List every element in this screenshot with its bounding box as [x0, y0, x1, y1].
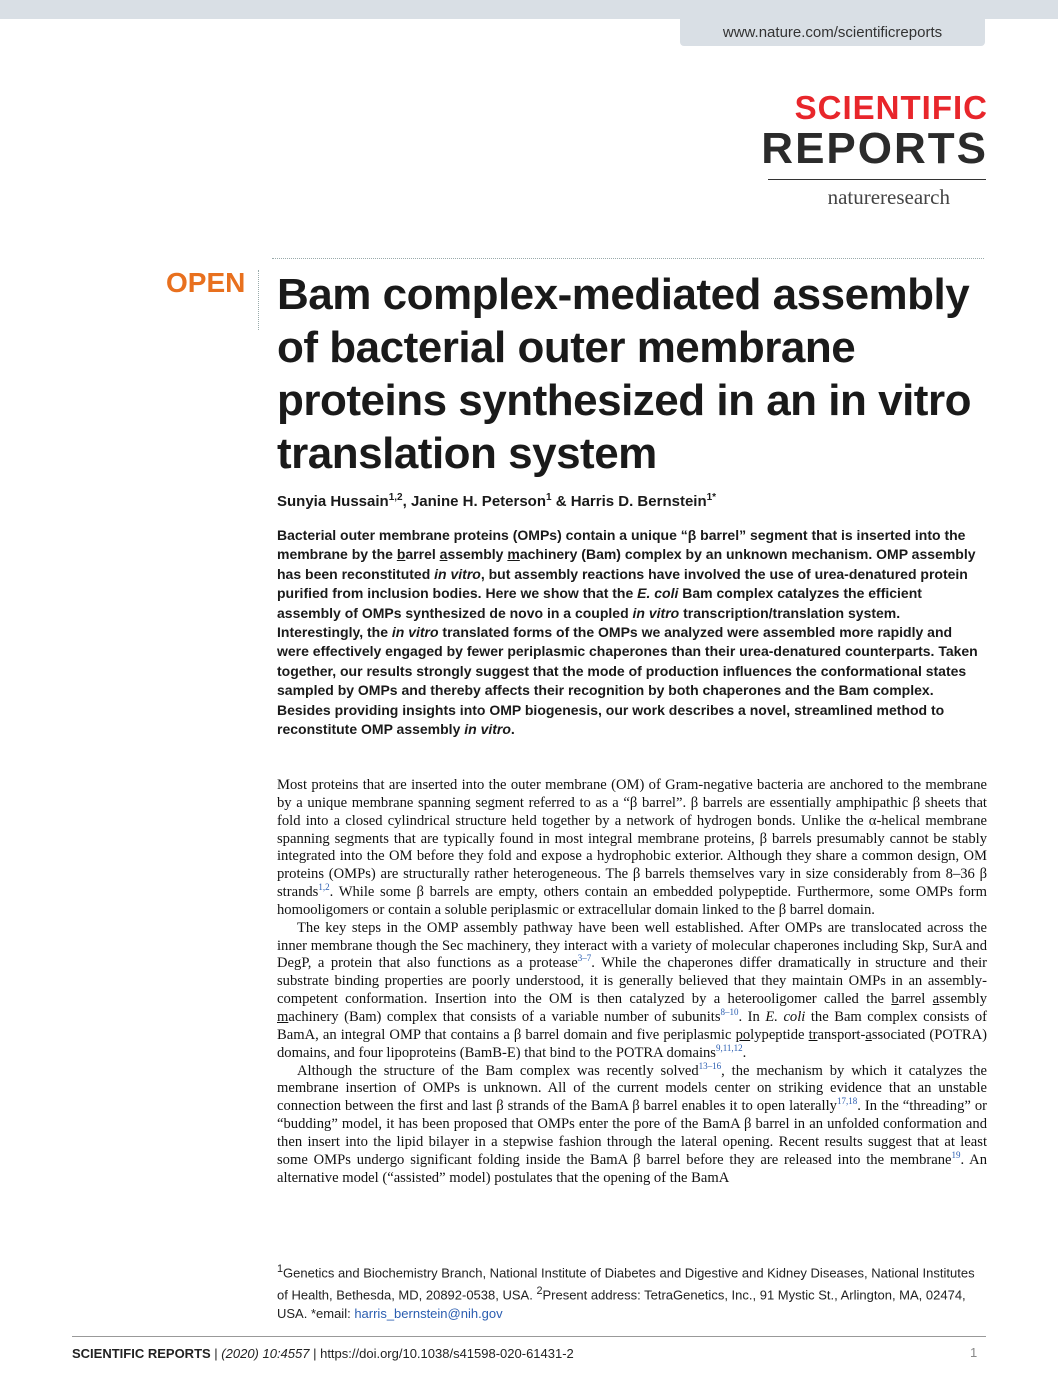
body-paragraph	[277, 777, 987, 920]
abstract-text: translated forms of the OMPs we analyzed were assembled more rapidly and were effectively engaged by fewer periplasmic chaperones than their urea-denatured counterparts. Taken together, our results strongly suggest that the mode of production influences the conformational states sampled by OMPs and thereby affects their recognition by both chaperones and the Bam complex. Besides providing insights into OMP biogenesis, our work describes a novel, streamlined method to reconstitute OMP assembly	[277, 624, 978, 738]
author-affiliation-mark: 1*	[706, 492, 717, 503]
author-separator: ,	[402, 493, 411, 510]
open-divider	[258, 270, 259, 330]
body-underline: po	[735, 1026, 751, 1043]
abstract-text: .	[510, 721, 515, 738]
reference-link[interactable]: 13–16	[698, 1060, 722, 1071]
body-text: Most proteins that are inserted into the outer membrane (OM) of Gram-negative bacteria are anchored to the membrane by a unique membrane spanning segment referred to as a “β barrel”. β barrels are essentially amphipathic β sheets that fold into a closed cylindrical structure held together by a network of hydrogen bonds. Unlike the α-helical membrane spanning segments that are typically found in most integral membrane proteins, β barrels presumably cannot be stably integrated into the OM before they fold and expose a hydrophobic exterior. Although they share a common design, OM proteins (OMPs) are structurally rather heterogeneous. The β barrels themselves vary in size considerably from 8–36 β strands	[277, 777, 987, 901]
body-text: . An alternative model (“assisted” model) postulates that the opening of the BamA	[277, 1151, 988, 1186]
author-separator: &	[551, 493, 571, 510]
body-text: . In	[738, 1008, 766, 1025]
affiliation-text: Genetics and Biochemistry Branch, National Institute of Diabetes and Digestive and Kidney Diseases, National Institutes of Health, Bethesda, MD, 20892-0538, USA.	[277, 1265, 975, 1303]
body-text: arrel	[898, 991, 933, 1008]
abstract-italic: in vitro	[434, 565, 481, 582]
page-number: 1	[970, 1345, 978, 1360]
affiliation-mark: 2	[536, 1285, 543, 1298]
abstract-underline: a	[439, 546, 448, 563]
body-text: Although the structure of the Bam complex was recently solved	[297, 1062, 699, 1079]
body-text: .	[742, 1044, 747, 1061]
publisher-logo: natureresearch	[827, 185, 950, 209]
body-text: . In the “threading” or “budding” model, it has been proposed that OMPs enter the pore of the BamA β barrel in an unfolded conformation and then insert into the lipid bilayer in a stepwise fashion through the lateral opening. Recent results suggest that at least some OMPs undergo significant folding inside the BamA β barrel before they are released into the membrane	[277, 1098, 987, 1168]
footer-separator: |	[210, 1346, 222, 1361]
body-text: The key steps in the OMP assembly pathway have been well established. After OMPs are translocated across the inner membrane though the Sec machinery, they interact with a variety of molecular chaperones including Skp, SurA and DegP, a protein that also functions as a protease	[277, 919, 987, 972]
journal-logo-line1: SCIENTIFIC	[794, 89, 988, 126]
body-underline: a	[865, 1026, 872, 1043]
top-banner	[0, 0, 1058, 19]
body-underline: b	[891, 991, 899, 1008]
header-dotted-divider	[272, 258, 984, 259]
body-text: ssembly	[939, 991, 987, 1008]
abstract-underline: b	[396, 546, 406, 563]
abstract-underline: m	[507, 546, 520, 563]
body-paragraph	[277, 920, 987, 1063]
footer-divider	[72, 1336, 986, 1337]
email-link[interactable]: harris_bernstein@nih.gov	[354, 1305, 503, 1321]
abstract-text: transcription/translation system. Interestingly, the	[277, 604, 901, 641]
abstract-italic: in vitro	[464, 721, 511, 738]
body-text: achinery (Bam) complex that consists of a variable number of subunits	[288, 1008, 721, 1025]
footer-doi-link[interactable]: | https://doi.org/10.1038/s41598-020-61431-2	[309, 1346, 574, 1361]
reference-link[interactable]: 1,2	[318, 882, 330, 893]
body-underline: a	[932, 991, 940, 1008]
affiliation-text: Present address: TetraGenetics, Inc., 91 Mystic St., Arlington, MA, 02474, USA. *email:	[277, 1287, 966, 1321]
journal-logo-line2: REPORTS	[761, 124, 988, 173]
abstract-text: ssembly	[447, 546, 508, 563]
footer-citation: (2020) 10:4557	[221, 1346, 310, 1361]
open-access-badge: OPEN	[166, 267, 246, 298]
body-text: ssociated (POTRA) domains, and four lipoproteins (BamB-E) that bind to the POTRA domains	[277, 1026, 987, 1061]
body-text: ansport-	[817, 1026, 866, 1043]
body-text: . While some β barrels are empty, others contain an embedded polypeptide. Furthermore, some OMPs form homooligomers or contain a soluble periplasmic or extracellular domain linked to the β barrel domain.	[277, 884, 987, 918]
body-paragraph	[277, 1060, 988, 1188]
author-affiliation-mark: 1,2	[388, 492, 403, 503]
journal-url-link[interactable]: www.nature.com/scientificreports	[680, 19, 985, 46]
reference-link[interactable]: 8–10	[720, 1007, 739, 1018]
page-footer	[72, 1345, 986, 1363]
body-italic: E. coli	[765, 1008, 806, 1025]
reference-link[interactable]: 9,11,12	[715, 1042, 743, 1053]
affiliations	[277, 1260, 987, 1323]
abstract-text: arrel	[405, 546, 440, 563]
body-text: , the mechanism by which it catalyzes the membrane insertion of OMPs is unknown. All of the current models center on striking evidence that an unstable connection between the first and last β strands of the BamA β barrel enables it to open laterally	[277, 1062, 987, 1115]
affiliation-mark: 1	[277, 1263, 284, 1275]
logo-divider	[768, 179, 986, 180]
body-underline: tr	[808, 1026, 818, 1043]
body-text: lypeptide	[750, 1026, 809, 1043]
body-text: . While the chaperones differ dramatically in structure and their substrate binding properties are poorly understood, it is generally believed that they maintain OMPs in an assembly-competent conformation. Insertion into the OM is then catalyzed by a heterooligomer called the	[277, 955, 987, 1008]
abstract-text: achinery (Bam) complex by an unknown mechanism. OMP assembly has been reconstituted	[277, 546, 976, 582]
reference-link[interactable]: 19	[951, 1149, 961, 1160]
abstract-text: Bam complex catalyzes the efficient assembly of OMPs synthesized de novo in a coupled	[277, 585, 922, 621]
body-text: the Bam complex consists of BamA, an integral OMP that contains a β barrel domain and five periplasmic	[277, 1008, 987, 1043]
author-affiliation-mark: 1	[546, 492, 552, 503]
footer-journal-name: SCIENTIFIC REPORTS	[72, 1346, 211, 1361]
author-name[interactable]: Harris D. Bernstein	[570, 493, 707, 510]
reference-link[interactable]: 3–7	[577, 953, 592, 964]
author-name[interactable]: Janine H. Peterson	[410, 493, 546, 510]
abstract-italic: in vitro	[632, 604, 680, 621]
abstract-italic: E. coli	[637, 585, 679, 602]
reference-link[interactable]: 17,18	[836, 1096, 858, 1107]
abstract-text: Bacterial outer membrane proteins (OMPs) contain a unique “β barrel” segment that is inserted into the membrane by the	[277, 527, 966, 563]
article-title: Bam complex-mediated assembly of bacterial outer membrane proteins synthesized in an in vitro translation system	[277, 270, 971, 478]
abstract	[277, 526, 987, 739]
author-list	[277, 488, 982, 512]
author-name[interactable]: Sunyia Hussain	[277, 493, 389, 510]
abstract-text: , but assembly reactions have involved the use of urea-denatured protein purified from inclusion bodies. Here we show that the	[277, 565, 968, 602]
article-body	[277, 777, 987, 1187]
abstract-italic: in vitro	[391, 624, 439, 641]
body-underline: m	[277, 1008, 289, 1025]
